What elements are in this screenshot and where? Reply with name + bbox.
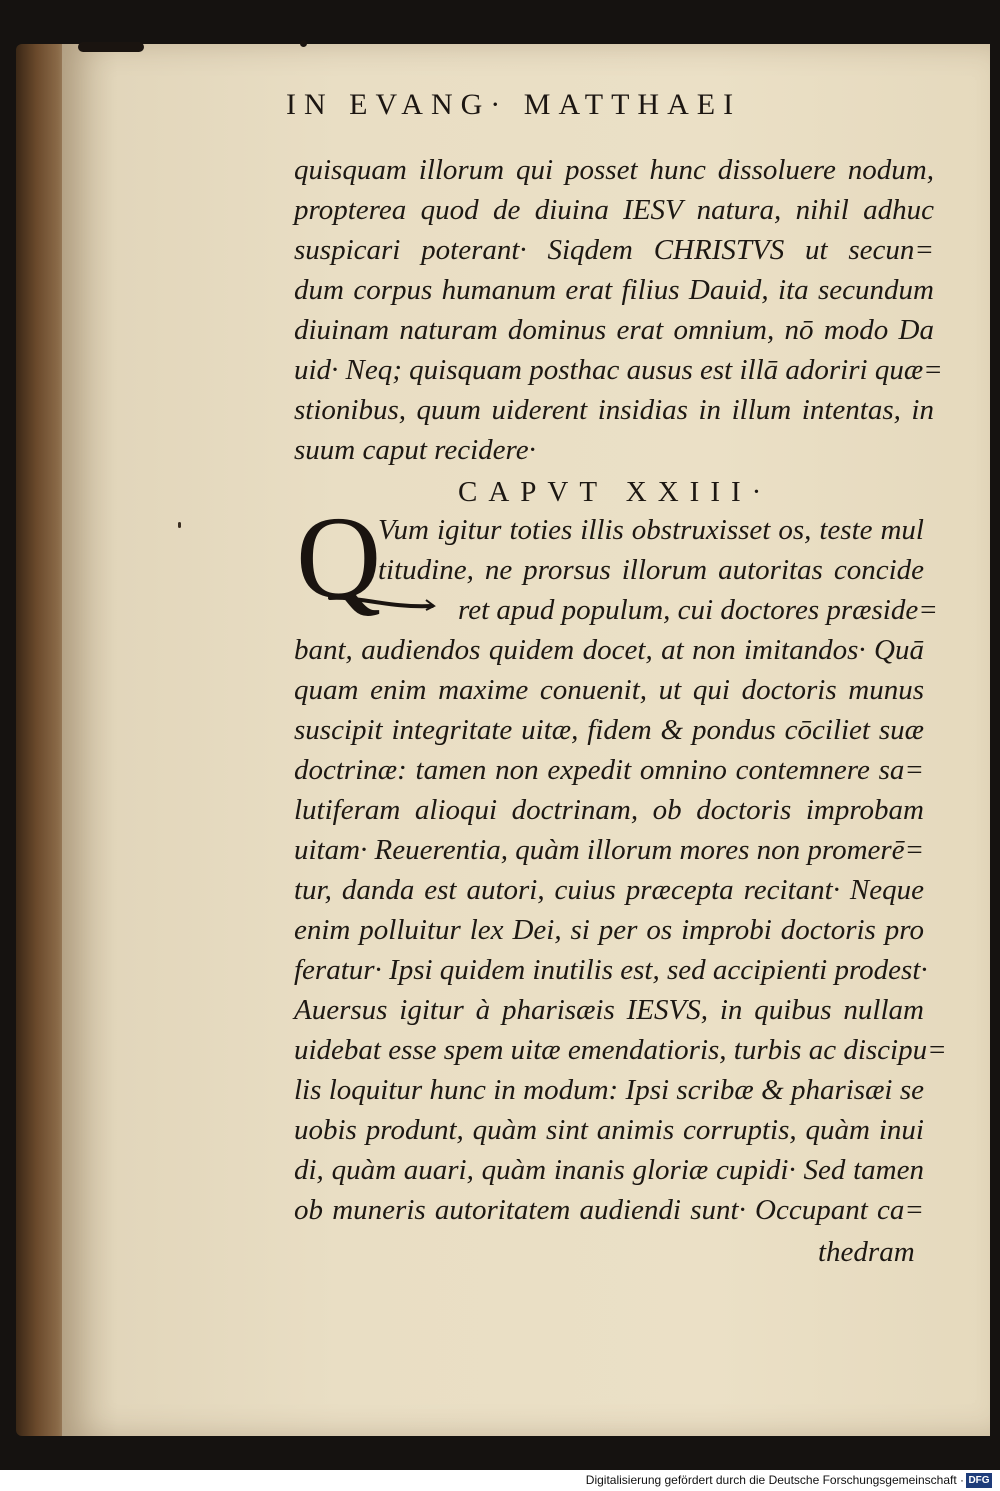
margin-speck — [178, 522, 181, 528]
text-line: doctrinæ: tamen non expedit omnino contemnere sa= — [294, 754, 924, 786]
text-line: diuinam naturam dominus erat omnium, nō modo Da — [294, 314, 934, 346]
text-line: tur, danda est autori, cuius præcepta recitant· Neque — [294, 874, 924, 906]
text-line: Vum igitur toties illis obstruxisset os, teste mul — [378, 514, 924, 546]
text-line: quam enim maxime conuenit, ut qui doctoris munus — [294, 674, 924, 706]
text-line: titudine, ne prorsus illorum autoritas concide — [378, 554, 924, 586]
text-line: dum corpus humanum erat filius Dauid, ita secundum — [294, 274, 934, 306]
text-line: propterea quod de diuina IESV natura, nihil adhuc — [294, 194, 934, 226]
ink-dot — [300, 40, 307, 47]
text-line: ob muneris autoritatem audiendi sunt· Occupant ca= — [294, 1194, 924, 1226]
text-line: suscipit integritate uitæ, fidem & pondus cōciliet suæ — [294, 714, 924, 746]
drop-cap: Q — [296, 492, 382, 623]
text-line: suum caput recidere· — [294, 434, 536, 466]
text-line: lis loquitur hunc in modum: Ipsi scribæ & pharisæi se — [294, 1074, 924, 1106]
text-line: ret apud populum, cui doctores præside= — [458, 594, 938, 626]
text-line: uidebat esse spem uitæ emendatioris, turbis ac discipu= — [294, 1034, 947, 1066]
text-line: di, quàm auari, quàm inanis gloriæ cupidi· Sed tamen — [294, 1154, 924, 1186]
text-line: enim polluitur lex Dei, si per os improbi doctoris pro — [294, 914, 924, 946]
paragraph-before — [294, 150, 943, 470]
text-line: Auersus igitur à pharisæis IESVS, in quibus nullam — [294, 994, 924, 1026]
text-line: bant, audiendos quidem docet, at non imitandos· Quā — [294, 634, 924, 666]
text-line: uitam· Reuerentia, quàm illorum mores non promerē= — [294, 834, 925, 866]
text-line: feratur· Ipsi quidem inutilis est, sed accipienti prodest· — [294, 954, 928, 986]
dfg-logo: DFG — [966, 1473, 992, 1488]
catchword: thedram — [818, 1236, 915, 1268]
text-line: quisquam illorum qui posset hunc dissoluere nodum, — [294, 154, 934, 186]
text-line: lutiferam alioqui doctrinam, ob doctoris improbam — [294, 794, 924, 826]
text-line: stionibus, quum uiderent insidias in illum intentas, in — [294, 394, 934, 426]
footer-credit: Digitalisierung gefördert durch die Deutsche Forschungsgemeinschaft · — [585, 1473, 964, 1487]
chapter-title: CAPVT XXIII· — [458, 476, 773, 508]
running-head: IN EVANG· MATTHAEI — [286, 88, 742, 121]
text-line: suspicari poterant· Siqdem CHRISTVS ut secun= — [294, 234, 934, 266]
text-line: uid· Neq; quisquam posthac ausus est illā adoriri quæ= — [294, 354, 943, 386]
ink-blot — [78, 42, 144, 52]
text-line: uobis produnt, quàm sint animis corruptis, quàm inui — [294, 1114, 924, 1146]
